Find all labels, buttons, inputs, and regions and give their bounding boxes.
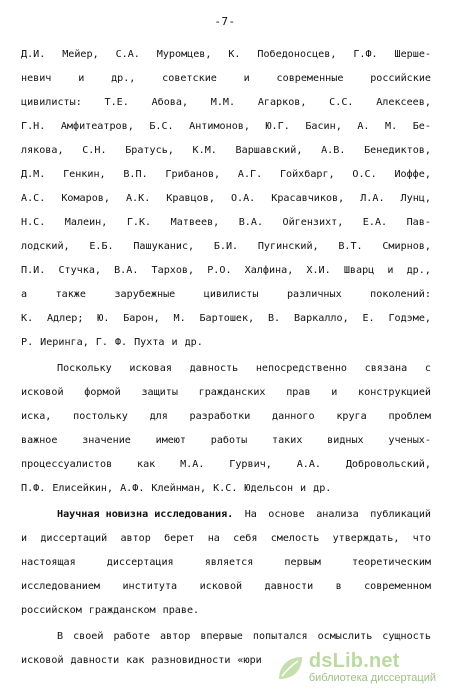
text-line — [21, 405, 431, 429]
word: исковая — [129, 363, 172, 374]
word: Клейнман, — [151, 483, 207, 494]
word: осмыслить — [317, 631, 373, 642]
word: В.П. — [123, 169, 148, 180]
watermark-subtitle: библиотека диссертаций — [308, 672, 436, 684]
text-line — [21, 331, 431, 355]
word: В — [57, 631, 64, 642]
word: Г. — [95, 337, 108, 348]
word: Бенедиктов, — [364, 145, 431, 156]
watermark — [275, 651, 436, 684]
word: разработки — [189, 411, 251, 422]
word: К.М. — [192, 145, 217, 156]
word: данного — [272, 411, 315, 422]
word: себя — [233, 533, 258, 544]
word: др., — [406, 265, 431, 276]
word: «юри — [237, 655, 262, 666]
word: давности — [264, 581, 314, 592]
word: К. — [21, 313, 34, 324]
word: Халфина, — [244, 265, 294, 276]
word: гражданских — [198, 387, 266, 398]
word: исследованием — [21, 581, 101, 592]
word: постольку — [73, 411, 128, 422]
word: Ойгензихт, — [282, 217, 344, 228]
word: А.Ф. — [120, 483, 145, 494]
word: прав — [286, 387, 311, 398]
word: Д.М. — [21, 169, 46, 180]
word: Х.И. — [306, 265, 331, 276]
word: Барон, — [123, 313, 160, 324]
word: видных — [327, 435, 364, 446]
word: Б.С. — [149, 121, 174, 132]
word: др. — [313, 483, 332, 494]
word: Юдельсон — [244, 483, 294, 494]
word: С.С. — [329, 97, 354, 108]
word: берет — [164, 533, 195, 544]
watermark-brand: dsLib.net — [308, 650, 400, 672]
word: публикаций — [370, 509, 431, 520]
word: института — [122, 581, 178, 592]
word: гражданском — [88, 605, 156, 616]
word: и — [243, 73, 250, 84]
word: Мейер, — [62, 49, 99, 60]
word: Пашуканис, — [133, 241, 195, 252]
word: ученых- — [388, 435, 431, 446]
word: А.Г. — [237, 169, 263, 180]
word: цивилисты: — [21, 97, 82, 108]
word: Поскольку — [57, 363, 112, 374]
word: Амфитеатров, — [60, 121, 134, 132]
word: невич — [21, 73, 52, 84]
word: В.Т. — [338, 241, 363, 252]
word: В.А. — [238, 217, 264, 228]
word: цивилисты — [203, 289, 259, 300]
word: Иоффе, — [394, 169, 431, 180]
word: С.А. — [115, 49, 140, 60]
word: А.С. — [21, 193, 46, 204]
word: праве. — [162, 605, 200, 616]
word: Муромцев, — [156, 49, 212, 60]
word: Ф. — [114, 337, 128, 348]
word: Генкин, — [63, 169, 106, 180]
word: Адлер; — [46, 313, 84, 324]
word: Басин, — [305, 121, 342, 132]
text-line — [21, 211, 431, 235]
word: М. — [173, 313, 186, 324]
word: круга — [336, 411, 367, 422]
word: Лунц, — [400, 193, 431, 204]
word: Е.Б. — [89, 241, 114, 252]
word: смелость — [270, 533, 320, 544]
word: Гойхбарг, — [279, 169, 335, 180]
word: для — [149, 411, 168, 422]
word: разновидности — [151, 655, 231, 666]
word: значение — [82, 435, 131, 446]
word: Пухта — [134, 337, 165, 348]
word: Кравцов, — [166, 193, 215, 204]
word: Гурвич, — [229, 459, 272, 470]
word: впервые — [200, 631, 243, 642]
text-line — [21, 625, 431, 649]
word: Агарков, — [257, 97, 307, 108]
text-line — [21, 91, 431, 115]
word: также — [55, 289, 86, 300]
word: Пугинский, — [257, 241, 319, 252]
word: С.Н. — [82, 145, 107, 156]
word: формой — [84, 387, 121, 398]
text-line — [21, 163, 431, 187]
text-line — [21, 503, 431, 527]
word: анализа — [316, 509, 359, 520]
text-line — [21, 139, 431, 163]
word: Победоносцев, — [257, 49, 337, 60]
word: исковой — [199, 581, 243, 592]
text-line — [21, 477, 431, 501]
word: А.К. — [125, 193, 151, 204]
word: автор — [159, 631, 191, 642]
word: др., — [111, 73, 136, 84]
word: лодский, — [21, 241, 70, 252]
word: Малеин, — [64, 217, 108, 228]
word: сущность — [382, 631, 431, 642]
word: российском — [21, 605, 82, 616]
word: современные — [276, 73, 344, 84]
text-line — [21, 429, 431, 453]
word: К.С. — [213, 483, 238, 494]
word: Д.И. — [21, 49, 46, 60]
word: связана — [364, 363, 408, 374]
word: Смирнов, — [382, 241, 431, 252]
word: и — [78, 73, 85, 84]
word: Т.Е. — [104, 97, 129, 108]
word: и — [171, 337, 178, 348]
word: и — [21, 533, 28, 544]
word: теоретическим — [351, 557, 431, 568]
word: и — [387, 265, 394, 276]
word: автор — [120, 533, 151, 544]
word: П.Ф. — [21, 483, 46, 494]
word: др. — [184, 337, 203, 348]
word: Варкалло, — [293, 313, 349, 324]
word: Матвеев, — [170, 217, 220, 228]
word: с — [424, 363, 431, 374]
word: исковой — [21, 655, 64, 666]
word: и — [331, 387, 338, 398]
word: Абова, — [151, 97, 189, 108]
word: а — [21, 289, 28, 300]
word: Алексеев, — [376, 97, 431, 108]
word: В.А. — [114, 265, 139, 276]
word: диссертаций — [40, 533, 108, 544]
word: утверждать, — [332, 533, 400, 544]
text-line — [21, 67, 431, 91]
text-line — [21, 283, 431, 307]
word: П.И. — [21, 265, 46, 276]
word: О.С. — [352, 169, 377, 180]
word: и — [300, 483, 307, 494]
word: своей — [73, 631, 104, 642]
word: А.В. — [321, 145, 346, 156]
word: Р.О. — [207, 265, 232, 276]
word: таких — [272, 435, 303, 446]
word: Братусь, — [125, 145, 174, 156]
word: работы — [210, 435, 248, 446]
word: на — [207, 533, 220, 544]
section-heading: Научная новизна исследования. — [57, 509, 234, 520]
word: Л.А. — [360, 193, 385, 204]
word: российские — [370, 73, 431, 84]
text-line — [21, 527, 431, 551]
word: Е.А. — [362, 217, 388, 228]
word: Р. — [21, 337, 34, 348]
word: Ю. — [97, 313, 110, 324]
word: иска, — [21, 411, 52, 422]
word: Комаров, — [61, 193, 110, 204]
word: советские — [162, 73, 217, 84]
word: Грибанов, — [165, 169, 221, 180]
word: конструкцией — [358, 387, 431, 398]
word: Шварц — [343, 265, 375, 276]
word: Иеринга, — [40, 337, 89, 348]
document-body — [21, 43, 431, 673]
word: что — [412, 533, 431, 544]
word: проблем — [388, 411, 431, 422]
word: защиты — [141, 387, 178, 398]
text-line — [21, 115, 431, 139]
word: Е. — [362, 313, 375, 324]
word: как — [137, 459, 156, 470]
text-line — [21, 187, 431, 211]
word: диссертация — [106, 557, 174, 568]
word: На — [244, 509, 257, 520]
text-line — [21, 357, 431, 381]
word: Г.Н. — [21, 121, 46, 132]
text-line — [21, 453, 431, 477]
word: В. — [267, 313, 281, 324]
word: имеют — [155, 435, 187, 446]
text-line — [21, 575, 431, 599]
word: основе — [268, 509, 305, 520]
word: процессуалистов — [21, 459, 113, 470]
word: зарубежные — [114, 289, 176, 300]
text-line — [21, 551, 431, 575]
word: Ю.Г. — [265, 121, 290, 132]
word: настоящая — [21, 557, 76, 568]
word: О.А. — [230, 193, 256, 204]
word: важное — [21, 435, 58, 446]
word: является — [204, 557, 254, 568]
word: давность — [189, 363, 239, 374]
word: Елисейкин, — [52, 483, 114, 494]
word: Красавчиков, — [271, 193, 345, 204]
word: лякова, — [21, 145, 64, 156]
word: в — [335, 581, 342, 592]
text-line — [21, 259, 431, 283]
word: Варшавский, — [235, 145, 303, 156]
word: различных — [286, 289, 342, 300]
word: Стучка, — [58, 265, 101, 276]
word: А.А. — [296, 459, 321, 470]
word: первым — [284, 557, 321, 568]
word: Н.С. — [21, 217, 46, 228]
word: работе — [113, 631, 150, 642]
word: М.А. — [180, 459, 205, 470]
word: Шерше- — [394, 49, 431, 60]
word: Б.И. — [213, 241, 239, 252]
word: Г.Ф. — [353, 49, 378, 60]
text-line — [21, 43, 431, 67]
word: Г.К. — [126, 217, 152, 228]
text-line — [21, 381, 431, 405]
word: как — [126, 655, 145, 666]
word: Годэме, — [388, 313, 431, 324]
word: Бартошек, — [199, 313, 255, 324]
word: А. — [357, 121, 370, 132]
word: попытался — [252, 631, 308, 642]
word: Бе- — [412, 121, 431, 132]
word: Антимонов, — [189, 121, 250, 132]
word: поколений: — [370, 289, 431, 300]
page-number: -7- — [214, 15, 236, 28]
word: непосредственно — [255, 363, 347, 374]
text-line — [21, 235, 431, 259]
text-line — [21, 599, 431, 623]
word: современном — [364, 581, 431, 592]
word: М. — [385, 121, 398, 132]
word: Добровольский, — [345, 459, 431, 470]
word: К. — [228, 49, 241, 60]
word: Пав- — [406, 217, 431, 228]
dslib-logo-icon — [275, 653, 305, 683]
word: исковой — [21, 387, 64, 398]
text-line — [21, 307, 431, 331]
word: Тархов, — [151, 265, 195, 276]
word: давности — [70, 655, 120, 666]
word: М.М. — [210, 97, 236, 108]
